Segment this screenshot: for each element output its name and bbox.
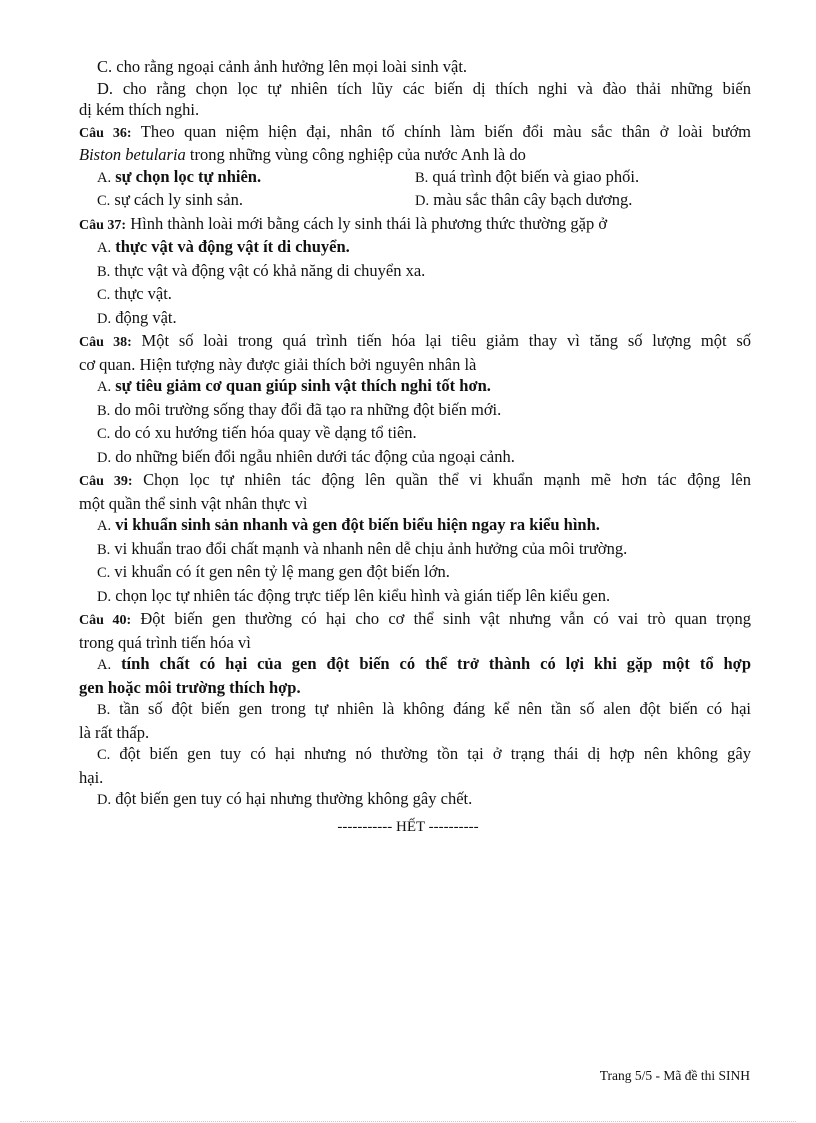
question-40-option-d: D. đột biến gen tuy có hại nhưng thường không gây chết. [97,789,473,808]
question-40-option-b-line2: là rất thấp. [79,722,150,742]
question-38-option-c: C. do có xu hướng tiến hóa quay về dạng tổ tiên. [97,423,417,442]
question-39-option-b: B. vi khuẩn trao đổi chất mạnh và nhanh nên dễ chịu ảnh hưởng của môi trường. [97,538,628,558]
question-38-option-d: D. do những biến đổi ngẫu nhiên dưới tác động của ngoại cảnh. [97,446,515,466]
question-36-option-d: D. màu sắc thân cây bạch dương. [415,190,633,209]
species-name: Biston betularia [79,145,186,164]
question-37-option-d: D. động vật. [97,307,177,327]
page-footer: Trang 5/5 - Mã đề thi SINH [599,1068,750,1083]
question-38-stem-line1: Câu 38: Một số loài trong quá trình tiến hóa lại tiêu giảm thay vì tăng số lượng một số [79,331,751,350]
bottom-divider [20,1121,796,1122]
question-39-stem-line1: Câu 39: Chọn lọc tự nhiên tác động lên quần thể vi khuẩn mạnh mẽ hơn tác động lên [79,470,752,489]
question-38-stem-line2: cơ quan. Hiện tượng này được giải thích bởi nguyên nhân là [79,354,477,374]
question-40-label: Câu 40: [79,613,132,628]
question-40-stem-line2: trong quá trình tiến hóa vì [79,632,251,652]
question-40-stem-line1: Câu 40: Đột biến gen thường có hại cho cơ thể sinh vật nhưng vẫn có vai trò quan trọng [79,609,752,628]
question-37-option-a: A. thực vật và động vật ít di chuyển. [97,237,350,256]
question-39-option-d: D. chọn lọc tự nhiên tác động trực tiếp lên kiểu hình và gián tiếp lên kiểu gen. [97,585,611,605]
question-38-option-a: A. sự tiêu giảm cơ quan giúp sinh vật thích nghi tốt hơn. [97,376,491,395]
question-36-options-row1 [79,166,751,190]
question-37-label: Câu 37: [79,217,127,233]
question-40-option-b-line1: B. tần số đột biến gen trong tự nhiên là không đáng kể nên tần số alen đột biến có hại [97,699,752,718]
question-36-label: Câu 36: [79,125,132,141]
question-36-stem-line1: Câu 36: Theo quan niệm hiện đại, nhân tố chính làm biến đổi màu sắc thân ở loài bướm [79,121,752,141]
question-39-label: Câu 39: [79,474,133,489]
question-40-option-a-line2: gen hoặc môi trường thích hợp. [79,677,301,697]
question-39-option-c: C. vi khuẩn có ít gen nên tỷ lệ mang gen đột biến lớn. [97,562,450,581]
question-38-label: Câu 38: [79,335,132,350]
question-39-option-a: A. vi khuẩn sinh sản nhanh và gen đột biến biểu hiện ngay ra kiểu hình. [97,515,600,534]
option-d-prev-line2: dị kém thích nghi. [79,100,200,119]
question-39-stem-line2: một quần thể sinh vật nhân thực vì [79,493,308,513]
question-36-options-row2 [79,189,751,213]
option-d-prev-line1: D. cho rằng chọn lọc tự nhiên tích lũy các biến dị thích nghi và đào thải những biến [97,78,751,98]
question-40-option-c-line1: C. đột biến gen tuy có hại nhưng nó thường tồn tại ở trạng thái dị hợp nên không gây [97,744,752,763]
question-37-option-b: B. thực vật và động vật có khả năng di chuyển xa. [97,260,426,280]
question-36-option-c: C. sự cách ly sinh sản. [97,190,243,209]
option-c-prev: C. cho rằng ngoại cảnh ảnh hưởng lên mọi loài sinh vật. [97,57,468,76]
question-40-option-c-line2: hại. [79,767,104,787]
question-36-option-a: A. sự chọn lọc tự nhiên. [97,166,262,186]
question-40-option-a-line1: A. tính chất có hại của gen đột biến có thể trở thành có lợi khi gặp một tổ hợp [97,654,751,673]
end-marker: ----------- HẾT ---------- [337,819,479,835]
question-37-option-c: C. thực vật. [97,284,172,303]
question-38-option-b: B. do môi trường sống thay đổi đã tạo ra những đột biến mới. [97,399,502,419]
question-36-stem-line2: Biston betularia trong những vùng công nghiệp của nước Anh là do [79,145,526,164]
exam-page [79,56,751,812]
question-37-stem: Câu 37: Hình thành loài mới bằng cách ly sinh thái là phương thức thường gặp ở [79,213,608,233]
question-36-option-b: B. quá trình đột biến và giao phối. [415,166,640,186]
